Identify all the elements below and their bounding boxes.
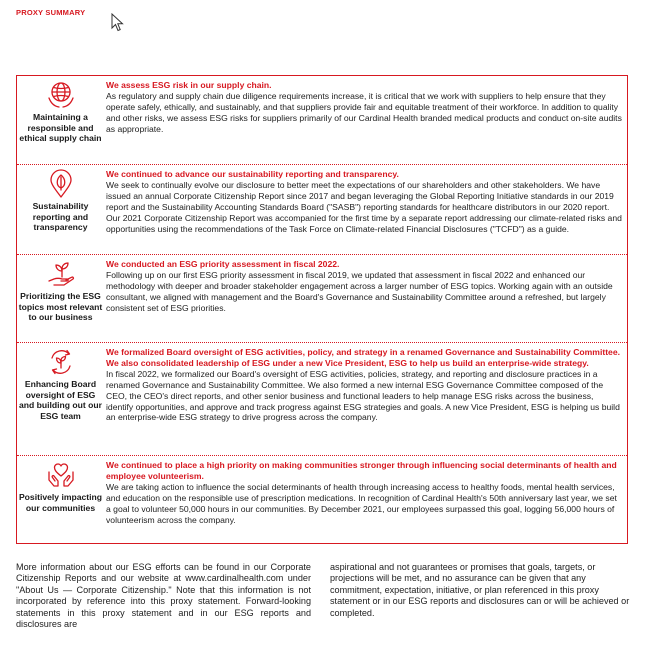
row-body: Following up on our first ESG priority assessment in fiscal 2019, we updated that assessment in fiscal 2022 and enhanced our methodology with deeper and broader stakeholder engagement across a larger number of ESG topics. Working again with an outside consultant, we aligned with management and the Board's Governance and Sustainability Committee around a refreshed, but largely consistent set of ESG priorities. xyxy=(106,269,613,313)
section-label: PROXY SUMMARY xyxy=(16,8,86,17)
topic-label: Positively impacting our communities xyxy=(18,492,103,513)
footer-text-left: More information about our ESG efforts can be found in our Corporate Citizenship Reports and our website at www.cardinalhealth.com under "About Us — Corporate Citizenship." Note that this information is not incorporated by reference into this proxy statement. Forward-looking statements in this proxy statement and in our ESG reports and disclosures are xyxy=(16,562,311,630)
topic-label: Maintaining a responsible and ethical supply chain xyxy=(19,112,102,144)
topic-label: Enhancing Board oversight of ESG and building out our ESG team xyxy=(18,379,103,421)
footer-text-right: aspirational and not guarantees or promises that goals, targets, or projections will be met, and no assurance can be given that any commitment, expectation, initiative, or plan referenced in this proxy statement or in our ESG reports and disclosures can or will be achieved or completed. xyxy=(330,562,630,618)
esg-row-supply-chain xyxy=(17,76,627,165)
row-headline: We conducted an ESG priority assessment in fiscal 2022. xyxy=(106,259,340,269)
row-headline: We continued to advance our sustainability reporting and transparency. xyxy=(106,169,399,179)
row-headline: We assess ESG risk in our supply chain. xyxy=(106,80,272,90)
row-body: We seek to continually evolve our disclosure to better meet the expectations of our shareholders and other stakeholders. We have issued an annual Corporate Citizenship Report since 2017 and began leveraging the Global Reporting Initiative standards in our 2019 report and the Sustainability Accounting Standards Board ("SASB") reporting standards for healthcare distributors in our 2020 report. Our 2021 Corporate Citizenship Report was accompanied for the first time by a separate report addressing our climate-related risks and opportunities using the recommendations of the Task Force on Climate-related Financial Disclosures ("TCFD") as a guide. xyxy=(106,179,622,234)
esg-summary-table xyxy=(16,75,628,544)
hand-sprout-icon xyxy=(46,259,76,289)
location-leaf-icon xyxy=(46,169,76,199)
hands-heart-icon xyxy=(46,460,76,490)
esg-row-board-oversight xyxy=(17,343,627,456)
esg-row-communities xyxy=(17,456,627,542)
row-body: In fiscal 2022, we formalized our Board's oversight of ESG activities, policies, strategy, and reporting and disclosure practices in a renamed Governance and Sustainability Committee. We also formed a new internal ESG Governance Committee composed of the CEO, the CEO's direct reports, and other senior business and functional leaders to help manage ESG risks across the business, identify opportunities, and approve and track progress against ESG strategies and goals. A new Vice President, ESG is helping us build an enterprise-wide ESG strategy to drive progress across the company. xyxy=(106,368,620,423)
row-headline: We continued to place a high priority on making communities stronger through influencing social determinants of health and employee volunteerism. xyxy=(106,460,617,481)
row-headline: We formalized Board oversight of ESG activities, policy, and strategy in a renamed Governance and Sustainability Committee. We also consolidated leadership of ESG under a new Vice President, ESG to help us build an enterprise-wide strategy. xyxy=(106,347,621,368)
esg-row-priority-assessment xyxy=(17,255,627,343)
globe-hands-icon xyxy=(46,80,76,110)
row-body: We are taking action to influence the social determinants of health through increasing access to healthy foods, mental health services, and education on the responsible use of prescription medications. In recognition of Cardinal Health's 50th anniversary last year, we set a goal to volunteer 50,000 hours in our communities. By December 2021, our employees surpassed this goal, logging 56,000 hours of volunteerism across the company. xyxy=(106,481,617,525)
topic-label: Prioritizing the ESG topics most relevant to our business xyxy=(18,291,103,323)
mouse-cursor-icon xyxy=(111,13,125,33)
row-body: As regulatory and supply chain due diligence requirements increase, it is critical that we work with suppliers to help ensure that they operate safely, ethically, and sustainably, and that suppliers provide fair and equitable treatment of their workforce. In addition to quality and other risks, we assess ESG risks for suppliers primarily of our Cardinal Health branded medical products and conduct on-site audits as appropriate. xyxy=(106,90,622,134)
topic-label: Sustainability reporting and transparency xyxy=(32,201,89,233)
cycle-sprout-icon xyxy=(46,347,76,377)
esg-row-reporting xyxy=(17,165,627,255)
